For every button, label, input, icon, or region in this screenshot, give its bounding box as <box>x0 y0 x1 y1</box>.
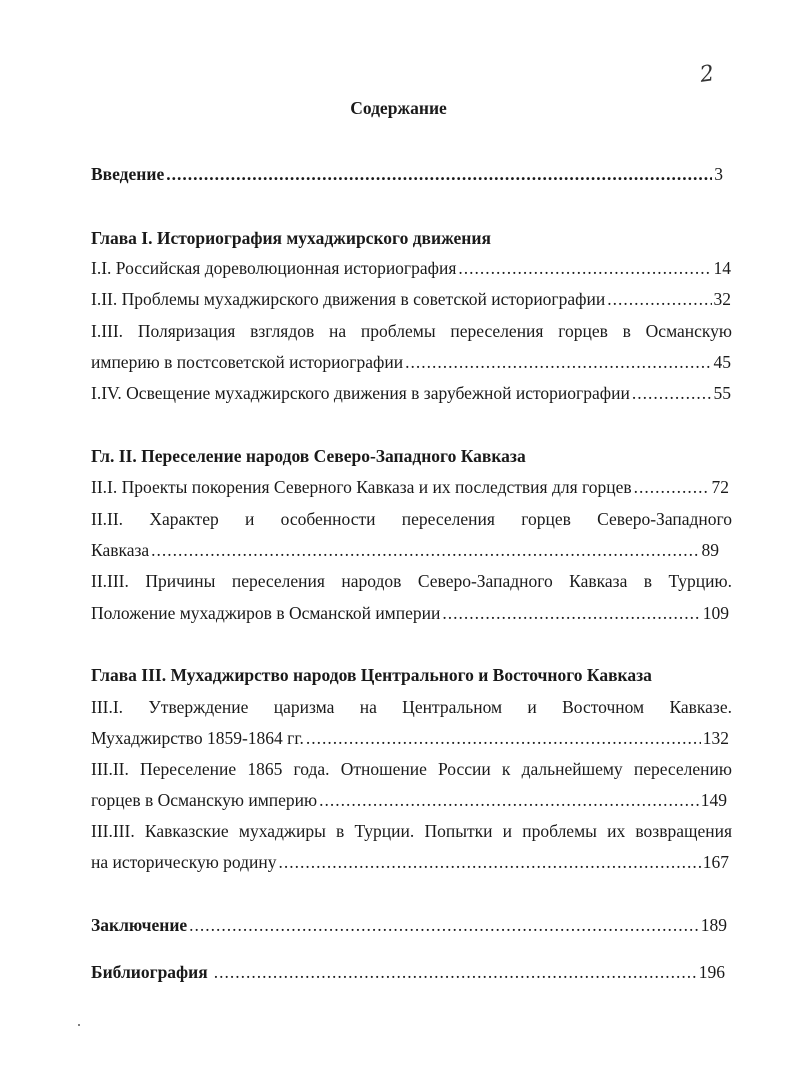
toc-entry-conclusion <box>91 914 727 936</box>
toc-entry-1-2 <box>91 288 731 310</box>
toc-entry-label: I.I. Российская дореволюционная историография <box>91 258 457 278</box>
toc-entry-label: Введение <box>91 164 165 184</box>
toc-entry-3-1 <box>91 727 729 749</box>
toc-entry-page: 149 <box>700 790 727 810</box>
toc-entry-label: на историческую родину <box>91 852 277 872</box>
toc-entry-1-4 <box>91 382 731 404</box>
toc-title: Содержание <box>350 98 447 118</box>
toc-entry-3-3 <box>91 851 729 873</box>
toc-entry-page: 196 <box>698 962 725 982</box>
toc-entry-page: 189 <box>700 915 727 935</box>
dot-leader <box>166 163 712 185</box>
toc-entry-label: II.I. Проекты покорения Северного Кавказа и их последствия для горцев <box>91 477 632 497</box>
toc-entry-label: Библиография <box>91 962 208 982</box>
toc-entry-page: 109 <box>702 603 729 623</box>
dot-leader <box>442 602 700 624</box>
toc-entry-label: Заключение <box>91 915 188 935</box>
toc-entry-bibliography <box>91 961 725 983</box>
toc-entry-page: 32 <box>713 289 731 309</box>
toc-entry-label: империю в постсоветской историографии <box>91 352 404 372</box>
toc-entry-3-3-line1: III.III. Кавказские мухаджиры в Турции. Попытки и проблемы их возвращения <box>91 821 732 841</box>
toc-entry-page: 72 <box>711 477 729 497</box>
dot-leader <box>634 476 710 498</box>
toc-entry-label: I.IV. Освещение мухаджирского движения в зарубежной историографии <box>91 383 630 403</box>
dot-leader <box>306 727 701 749</box>
chapter-heading-2: Гл. II. Переселение народов Северо-Западного Кавказа <box>91 446 526 466</box>
chapter-heading-1: Глава I. Историография мухаджирского движения <box>91 228 491 248</box>
toc-entry-1-1 <box>91 257 731 279</box>
dot-leader <box>319 789 699 811</box>
toc-entry-2-2-line1: II.II. Характер и особенности переселения горцев Северо-Западного <box>91 509 732 529</box>
toc-entry-page: 3 <box>714 164 723 184</box>
handwritten-page-mark: 2 <box>698 61 716 88</box>
dot-leader <box>405 351 711 373</box>
toc-entry-page: 89 <box>701 540 719 560</box>
toc-entry-2-1 <box>91 476 729 498</box>
toc-entry-2-2 <box>91 539 719 561</box>
toc-entry-page: 167 <box>702 852 729 872</box>
toc-entry-2-3-line1: II.III. Причины переселения народов Северо-Западного Кавказа в Турцию. <box>91 571 732 591</box>
toc-entry-page: 14 <box>713 258 731 278</box>
toc-entry-page: 45 <box>713 352 731 372</box>
toc-entry-label: I.II. Проблемы мухаджирского движения в советской историографии <box>91 289 606 309</box>
toc-entry-page: 55 <box>713 383 731 403</box>
scan-speck <box>78 1024 80 1026</box>
dot-leader <box>607 288 711 310</box>
toc-entry-label: Кавказа <box>91 540 150 560</box>
toc-entry-3-2 <box>91 789 727 811</box>
dot-leader <box>632 382 712 404</box>
toc-entry-3-1-line1: III.I. Утверждение царизма на Центральном и Восточном Кавказе. <box>91 697 732 717</box>
dot-leader <box>151 539 699 561</box>
dot-leader <box>279 851 701 873</box>
toc-entry-2-3 <box>91 602 729 624</box>
dot-leader <box>214 961 697 983</box>
chapter-heading-3: Глава III. Мухаджирство народов Центрального и Восточного Кавказа <box>91 665 652 685</box>
toc-entry-label: Мухаджирство 1859-1864 гг. <box>91 728 304 748</box>
toc-entry-intro <box>91 163 723 185</box>
toc-entry-1-3 <box>91 351 731 373</box>
toc-entry-1-3-line1: I.III. Поляризация взглядов на проблемы переселения горцев в Османскую <box>91 321 732 341</box>
dot-leader <box>458 257 711 279</box>
dot-leader <box>189 914 699 936</box>
toc-entry-label: Положение мухаджиров в Османской империи <box>91 603 441 623</box>
toc-entry-label: горцев в Османскую империю <box>91 790 318 810</box>
toc-entry-3-2-line1: III.II. Переселение 1865 года. Отношение России к дальнейшему переселению <box>91 759 732 779</box>
toc-entry-page: 132 <box>702 728 729 748</box>
